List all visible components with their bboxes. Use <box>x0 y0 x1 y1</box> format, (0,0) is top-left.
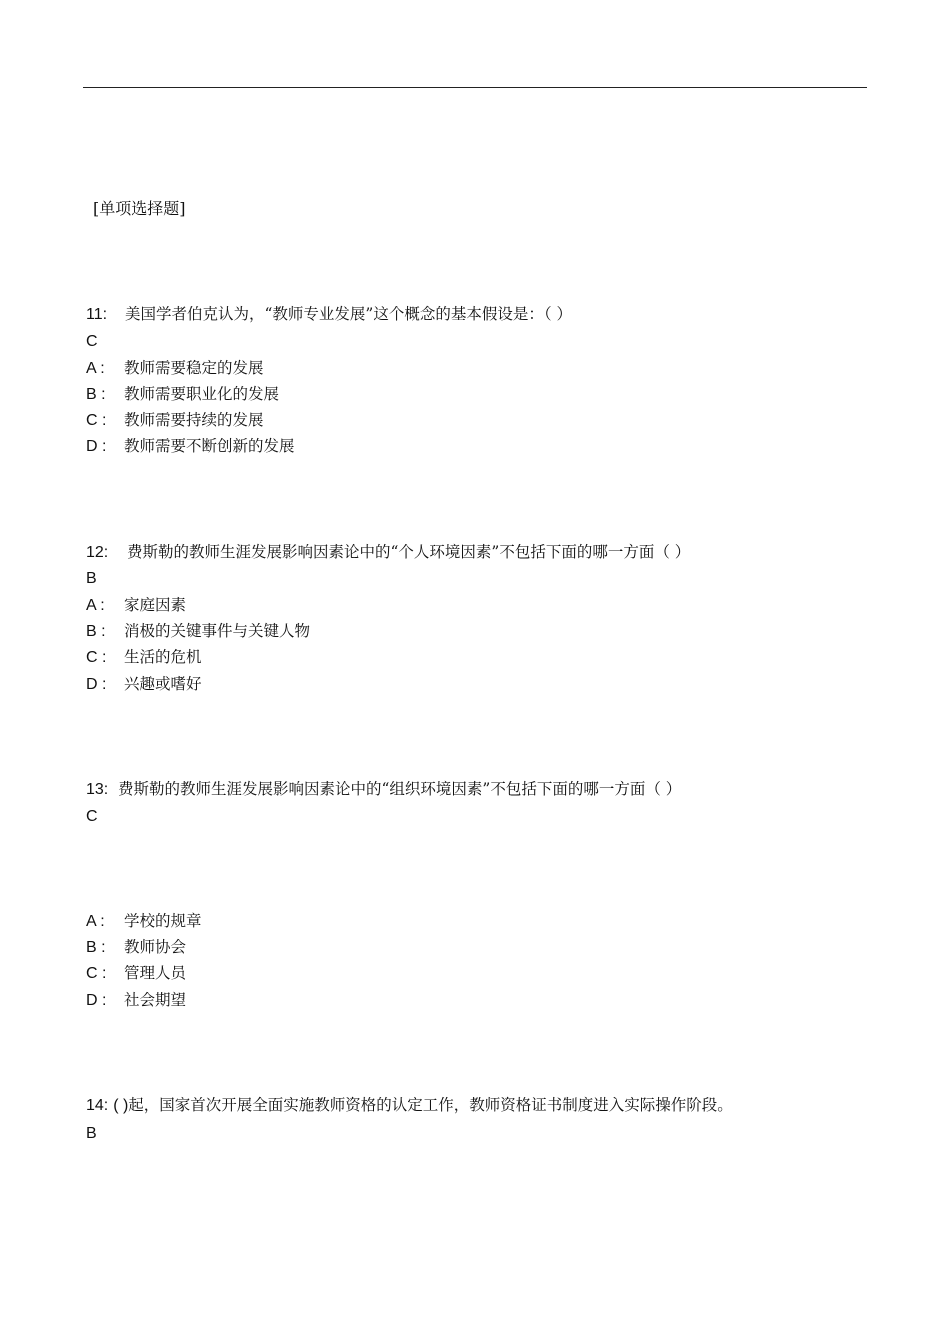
question-text: 美国学者伯克认为，“教师专业发展”这个概念的基本假设是：（ ） <box>125 305 573 323</box>
option-key: C : <box>86 649 107 666</box>
option-key: B : <box>86 623 106 640</box>
option-text: 教师需要不断创新的发展 <box>124 437 295 455</box>
answer-11: C <box>86 333 98 350</box>
option-13-c <box>86 963 186 984</box>
option-key: C : <box>86 965 107 982</box>
header-rule <box>83 87 867 88</box>
option-key: A : <box>86 913 105 930</box>
option-text: 社会期望 <box>124 991 187 1009</box>
question-13 <box>86 779 681 800</box>
answer-12: B <box>86 570 97 587</box>
question-text: 费斯勒的教师生涯发展影响因素论中的“组织环境因素”不包括下面的哪一方面（ ） <box>118 780 682 798</box>
option-11-b <box>86 384 279 405</box>
option-key: D : <box>86 676 107 693</box>
option-text: 教师需要职业化的发展 <box>124 385 280 403</box>
option-12-c <box>86 647 202 668</box>
option-text: 教师需要稳定的发展 <box>124 359 264 377</box>
option-key: A : <box>86 597 105 614</box>
option-13-b <box>86 937 186 958</box>
question-number: 12: <box>86 544 109 561</box>
option-11-a <box>86 358 264 379</box>
option-key: D : <box>86 438 107 455</box>
option-key: A : <box>86 360 105 377</box>
option-text: 兴趣或嗜好 <box>124 675 202 693</box>
option-12-a <box>86 595 186 616</box>
question-text: 起，国家首次开展全面实施教师资格的认定工作，教师资格证书制度进入实际操作阶段。 <box>128 1096 733 1114</box>
section-label: [单项选择题] <box>93 199 186 218</box>
option-11-d <box>86 436 295 457</box>
option-text: 学校的规章 <box>124 912 202 930</box>
answer-13: C <box>86 808 98 825</box>
option-12-d <box>86 674 202 695</box>
option-key: B : <box>86 939 106 956</box>
question-text: 费斯勒的教师生涯发展影响因素论中的“个人环境因素”不包括下面的哪一方面（ ） <box>127 543 691 561</box>
option-text: 生活的危机 <box>124 648 202 666</box>
option-key: C : <box>86 412 107 429</box>
option-13-a <box>86 911 202 932</box>
option-key: D : <box>86 992 107 1009</box>
question-blank: ( ) <box>113 1097 129 1114</box>
answer-14: B <box>86 1125 97 1142</box>
option-12-b <box>86 621 310 642</box>
question-number: 14: <box>86 1097 109 1114</box>
option-11-c <box>86 410 264 431</box>
option-text: 教师协会 <box>124 938 187 956</box>
option-key: B : <box>86 386 106 403</box>
option-text: 消极的关键事件与关键人物 <box>124 622 311 640</box>
option-text: 家庭因素 <box>124 596 187 614</box>
option-text: 教师需要持续的发展 <box>124 411 264 429</box>
option-text: 管理人员 <box>124 964 187 982</box>
question-12 <box>86 542 690 563</box>
question-number: 11: <box>86 306 108 323</box>
option-13-d <box>86 990 186 1011</box>
question-11 <box>86 304 572 325</box>
question-14 <box>86 1095 733 1116</box>
question-number: 13: <box>86 781 109 798</box>
